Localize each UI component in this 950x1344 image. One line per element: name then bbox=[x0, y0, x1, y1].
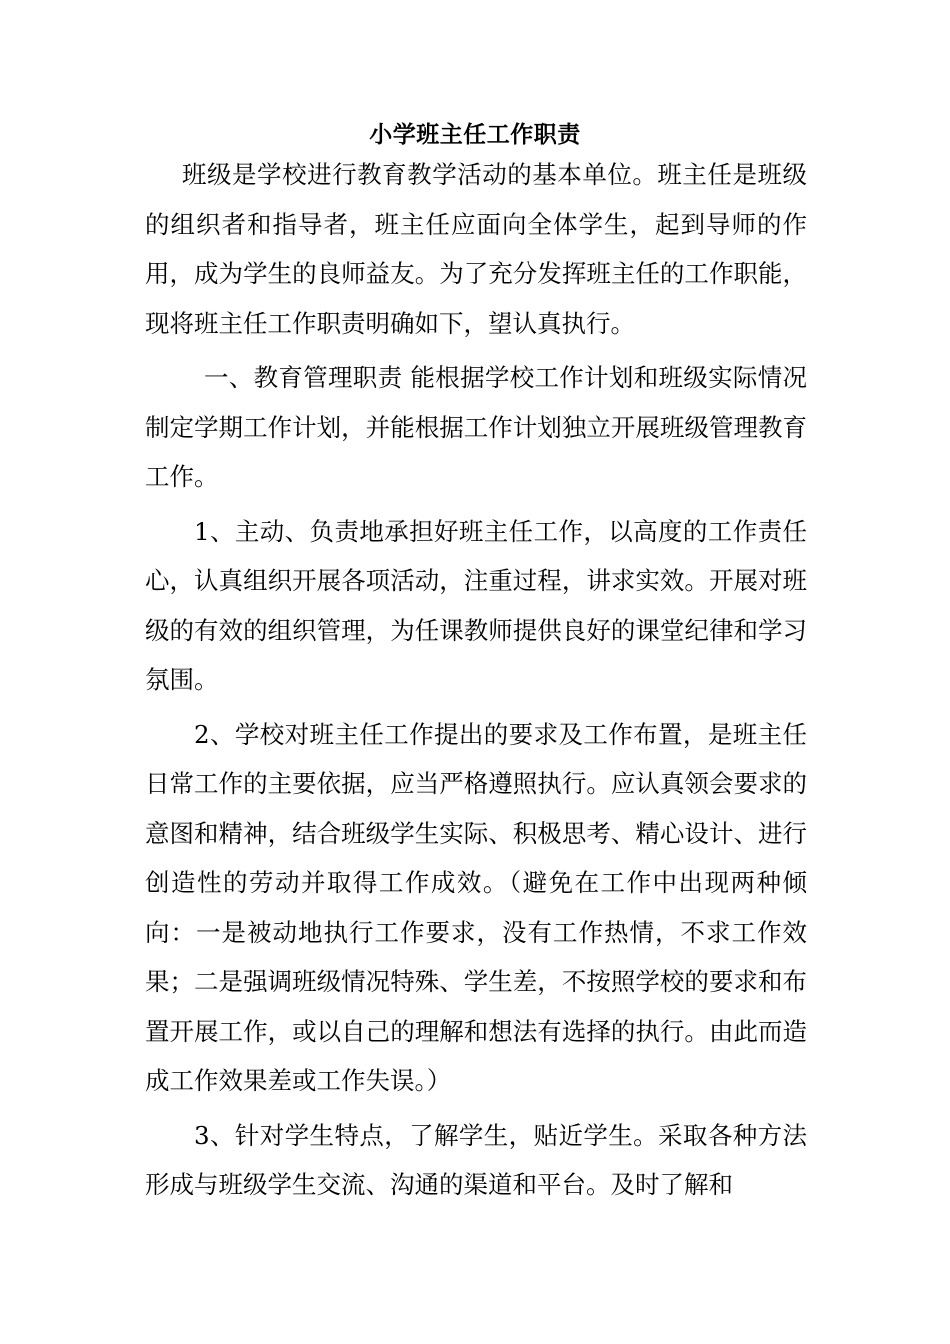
section-heading-paragraph: 一、教育管理职责 能根据学校工作计划和班级实际情况制定学期工作计划，并能根据工作计划独立开展班级管理教育工作。 bbox=[145, 363, 807, 491]
document-title: 小学班主任工作职责 bbox=[369, 121, 581, 148]
item-1-paragraph: 1、主动、负责地承担好班主任工作，以高度的工作责任心，认真组织开展各项活动，注重过程，讲求实效。开展对班级的有效的组织管理，为任课教师提供良好的课堂纪律和学习氛围。 bbox=[145, 516, 807, 694]
document-body bbox=[145, 150, 807, 1210]
intro-paragraph: 班级是学校进行教育教学活动的基本单位。班主任是班级的组织者和指导者，班主任应面向全体学生，起到导师的作用，成为学生的良师益友。为了充分发挥班主任的工作职能，现将班主任工作职责明确如下，望认真执行。 bbox=[145, 160, 807, 338]
item-2-paragraph: 2、学校对班主任工作提出的要求及工作布置，是班主任日常工作的主要依据，应当严格遵照执行。应认真领会要求的意图和精神，结合班级学生实际、积极思考、精心设计、进行创造性的劳动并取得工作成效。（避免在工作中出现两种倾向：一是被动地执行工作要求，没有工作热情，不求工作效果；二是强调班级情况特殊、学生差，不按照学校的要求和布置开展工作，或以自己的理解和想法有选择的执行。由此而造成工作效果差或工作失误。） bbox=[145, 719, 807, 1095]
item-3-paragraph: 3、针对学生特点，了解学生，贴近学生。采取各种方法形成与班级学生交流、沟通的渠道和平台。及时了解和 bbox=[145, 1120, 807, 1199]
